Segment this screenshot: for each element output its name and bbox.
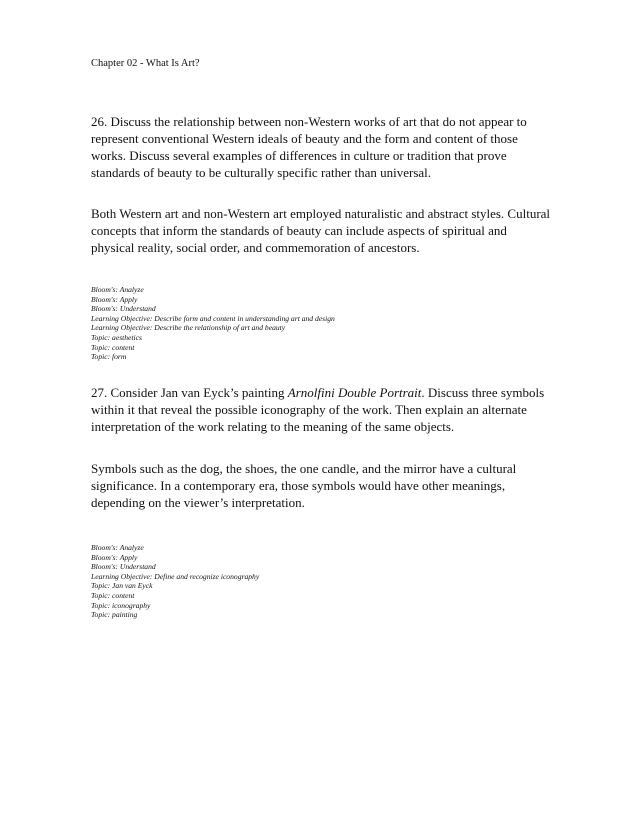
metadata-item: Topic: aesthetics [91, 332, 142, 342]
page-header: Chapter 02 - What Is Art? [91, 58, 200, 69]
metadata-item: Topic: painting [91, 610, 138, 620]
metadata-item: Topic: content [91, 342, 135, 352]
question-27 [91, 384, 551, 435]
question-27-text [91, 384, 551, 435]
metadata-item: Bloom's: Understand [91, 304, 156, 314]
metadata-27-list [91, 543, 551, 620]
metadata-item: Topic: iconography [91, 600, 151, 610]
metadata-26 [91, 285, 551, 362]
metadata-item: Bloom's: Analyze [91, 543, 144, 552]
answer-26-text: Both Western art and non-Western art employed naturalistic and abstract styles. Cultural concepts that inform the standards of beauty can include aspects of spiritual and physical reality, social order, and commemoration of ancestors. [91, 206, 551, 255]
metadata-item: Bloom's: Understand [91, 562, 156, 572]
answer-26 [91, 205, 551, 256]
metadata-item: Topic: Jan van Eyck [91, 581, 153, 591]
metadata-item: Topic: form [91, 352, 127, 362]
metadata-item: Topic: content [91, 590, 135, 600]
question-27-suffix: . Discuss three symbols within it that reveal the possible iconography of the work. Then explain an alternate interpretation of the work relating to the meaning of the same objects. [91, 385, 545, 434]
answer-27 [91, 460, 551, 511]
metadata-item: Learning Objective: Describe the relationship of art and beauty [91, 323, 286, 333]
metadata-item: Bloom's: Analyze [91, 285, 144, 294]
metadata-26-list [91, 285, 551, 362]
metadata-item: Learning Objective: Describe form and content in understanding art and design [91, 313, 335, 323]
question-26-text: 26. Discuss the relationship between non-Western works of art that do not appear to represent conventional Western ideals of beauty and the form and content of those works. Discuss several examples of differences in culture or tradition that prove standards of beauty to be culturally specific rather than universal. [91, 114, 527, 180]
answer-27-text: Symbols such as the dog, the shoes, the one candle, and the mirror have a cultural significance. In a contemporary era, those symbols would have other meanings, depending on the viewer’s interpretation. [91, 461, 517, 510]
metadata-item: Bloom's: Apply [91, 552, 138, 562]
metadata-27 [91, 543, 551, 620]
metadata-item: Learning Objective: Define and recognize iconography [91, 571, 260, 581]
question-26 [91, 113, 551, 181]
metadata-item: Bloom's: Apply [91, 294, 138, 304]
artwork-title: Arnolfini Double Portrait [287, 385, 422, 400]
question-27-prefix: 27. Consider Jan van Eyck’s painting [91, 385, 288, 400]
